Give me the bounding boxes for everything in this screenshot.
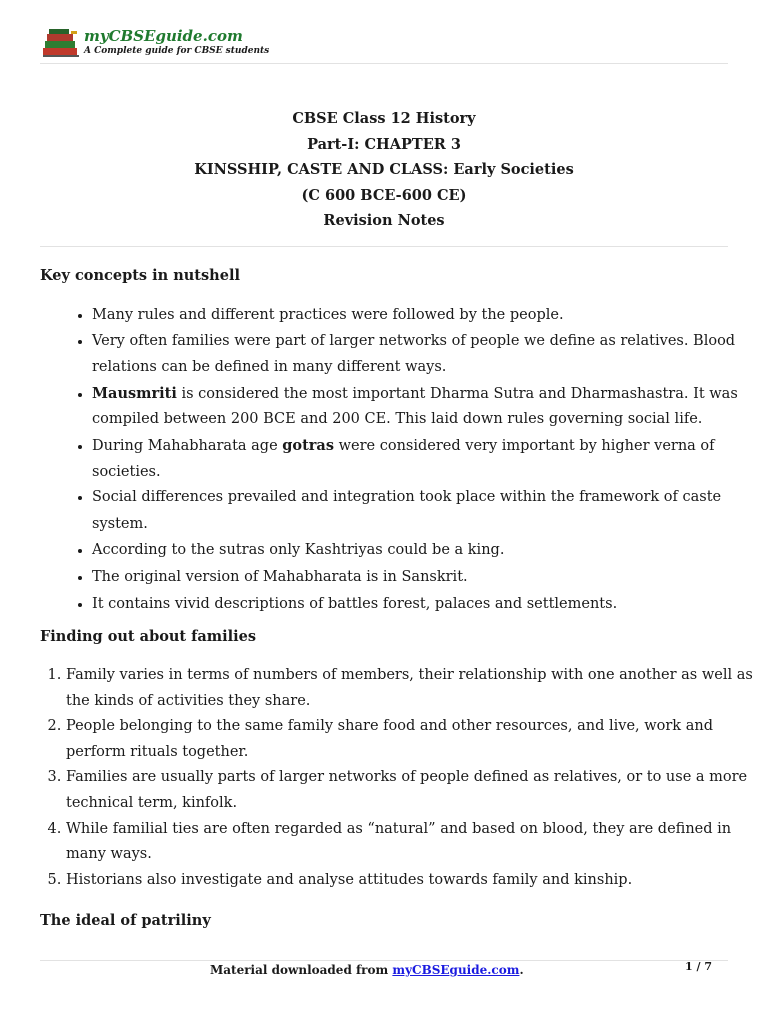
title-line: KINSSHIP, CASTE AND CLASS: Early Societies xyxy=(194,161,574,178)
title-divider xyxy=(40,246,728,247)
families-list xyxy=(40,663,754,893)
footer-suffix: . xyxy=(519,963,524,977)
list-item: 2. People belonging to the same family share food and other resources, and live, work and perform rituals together. xyxy=(66,714,754,765)
books-logo-icon xyxy=(40,26,82,60)
list-item: • Very often families were part of larger networks of people we define as relatives. Blood relations can be defined in many different ways. xyxy=(92,329,768,381)
footer-credit xyxy=(210,963,524,977)
footer-prefix: Material downloaded from xyxy=(210,963,393,977)
list-item: • Social differences prevailed and integration took place within the framework of caste system. xyxy=(92,485,768,537)
logo-name: myCBSEguide.com xyxy=(84,27,243,45)
section-heading-patriliny: The ideal of patriliny xyxy=(40,912,211,929)
footer-divider xyxy=(40,960,728,961)
logo-tagline: A Complete guide for CBSE students xyxy=(84,46,270,56)
title-line: Revision Notes xyxy=(323,212,445,229)
header-divider xyxy=(40,63,728,64)
list-item: • Mausmriti is considered the most important Dharma Sutra and Dharmashastra. It was compiled between 200 BCE and 200 CE. This laid down rules governing social life. xyxy=(92,381,768,433)
title-line: (C 600 BCE-600 CE) xyxy=(301,186,467,204)
section-heading-families: Finding out about families xyxy=(40,628,257,645)
document-title-block xyxy=(40,106,728,234)
list-item: • Many rules and different practices were followed by the people. xyxy=(92,302,768,329)
footer-site-link[interactable]: myCBSEguide.com xyxy=(392,963,520,977)
list-item: • During Mahabharata age gotras were considered very important by higher verna of societies. xyxy=(92,433,768,485)
list-item: • According to the sutras only Kashtriyas could be a king. xyxy=(92,537,768,564)
list-item: 1. Family varies in terms of numbers of members, their relationship with one another as well as the kinds of activities they share. xyxy=(66,663,754,714)
list-item: 5. Historians also investigate and analyse attitudes towards family and kinship. xyxy=(66,868,754,894)
page-number: 1 / 7 xyxy=(685,960,712,973)
list-item: • It contains vivid descriptions of battles forest, palaces and settlements. xyxy=(92,591,768,618)
site-logo[interactable] xyxy=(40,26,270,62)
title-line: Part-I: CHAPTER 3 xyxy=(307,135,461,153)
title-line: CBSE Class 12 History xyxy=(292,110,476,127)
list-item: • The original version of Mahabharata is in Sanskrit. xyxy=(92,564,768,591)
list-item: 3. Families are usually parts of larger networks of people defined as relatives, or to use a more technical term, kinfolk. xyxy=(66,765,754,816)
list-item: 4. While familial ties are often regarded as “natural” and based on blood, they are defined in many ways. xyxy=(66,817,754,868)
section-heading-key-concepts: Key concepts in nutshell xyxy=(40,267,240,284)
key-concepts-list xyxy=(40,302,768,617)
